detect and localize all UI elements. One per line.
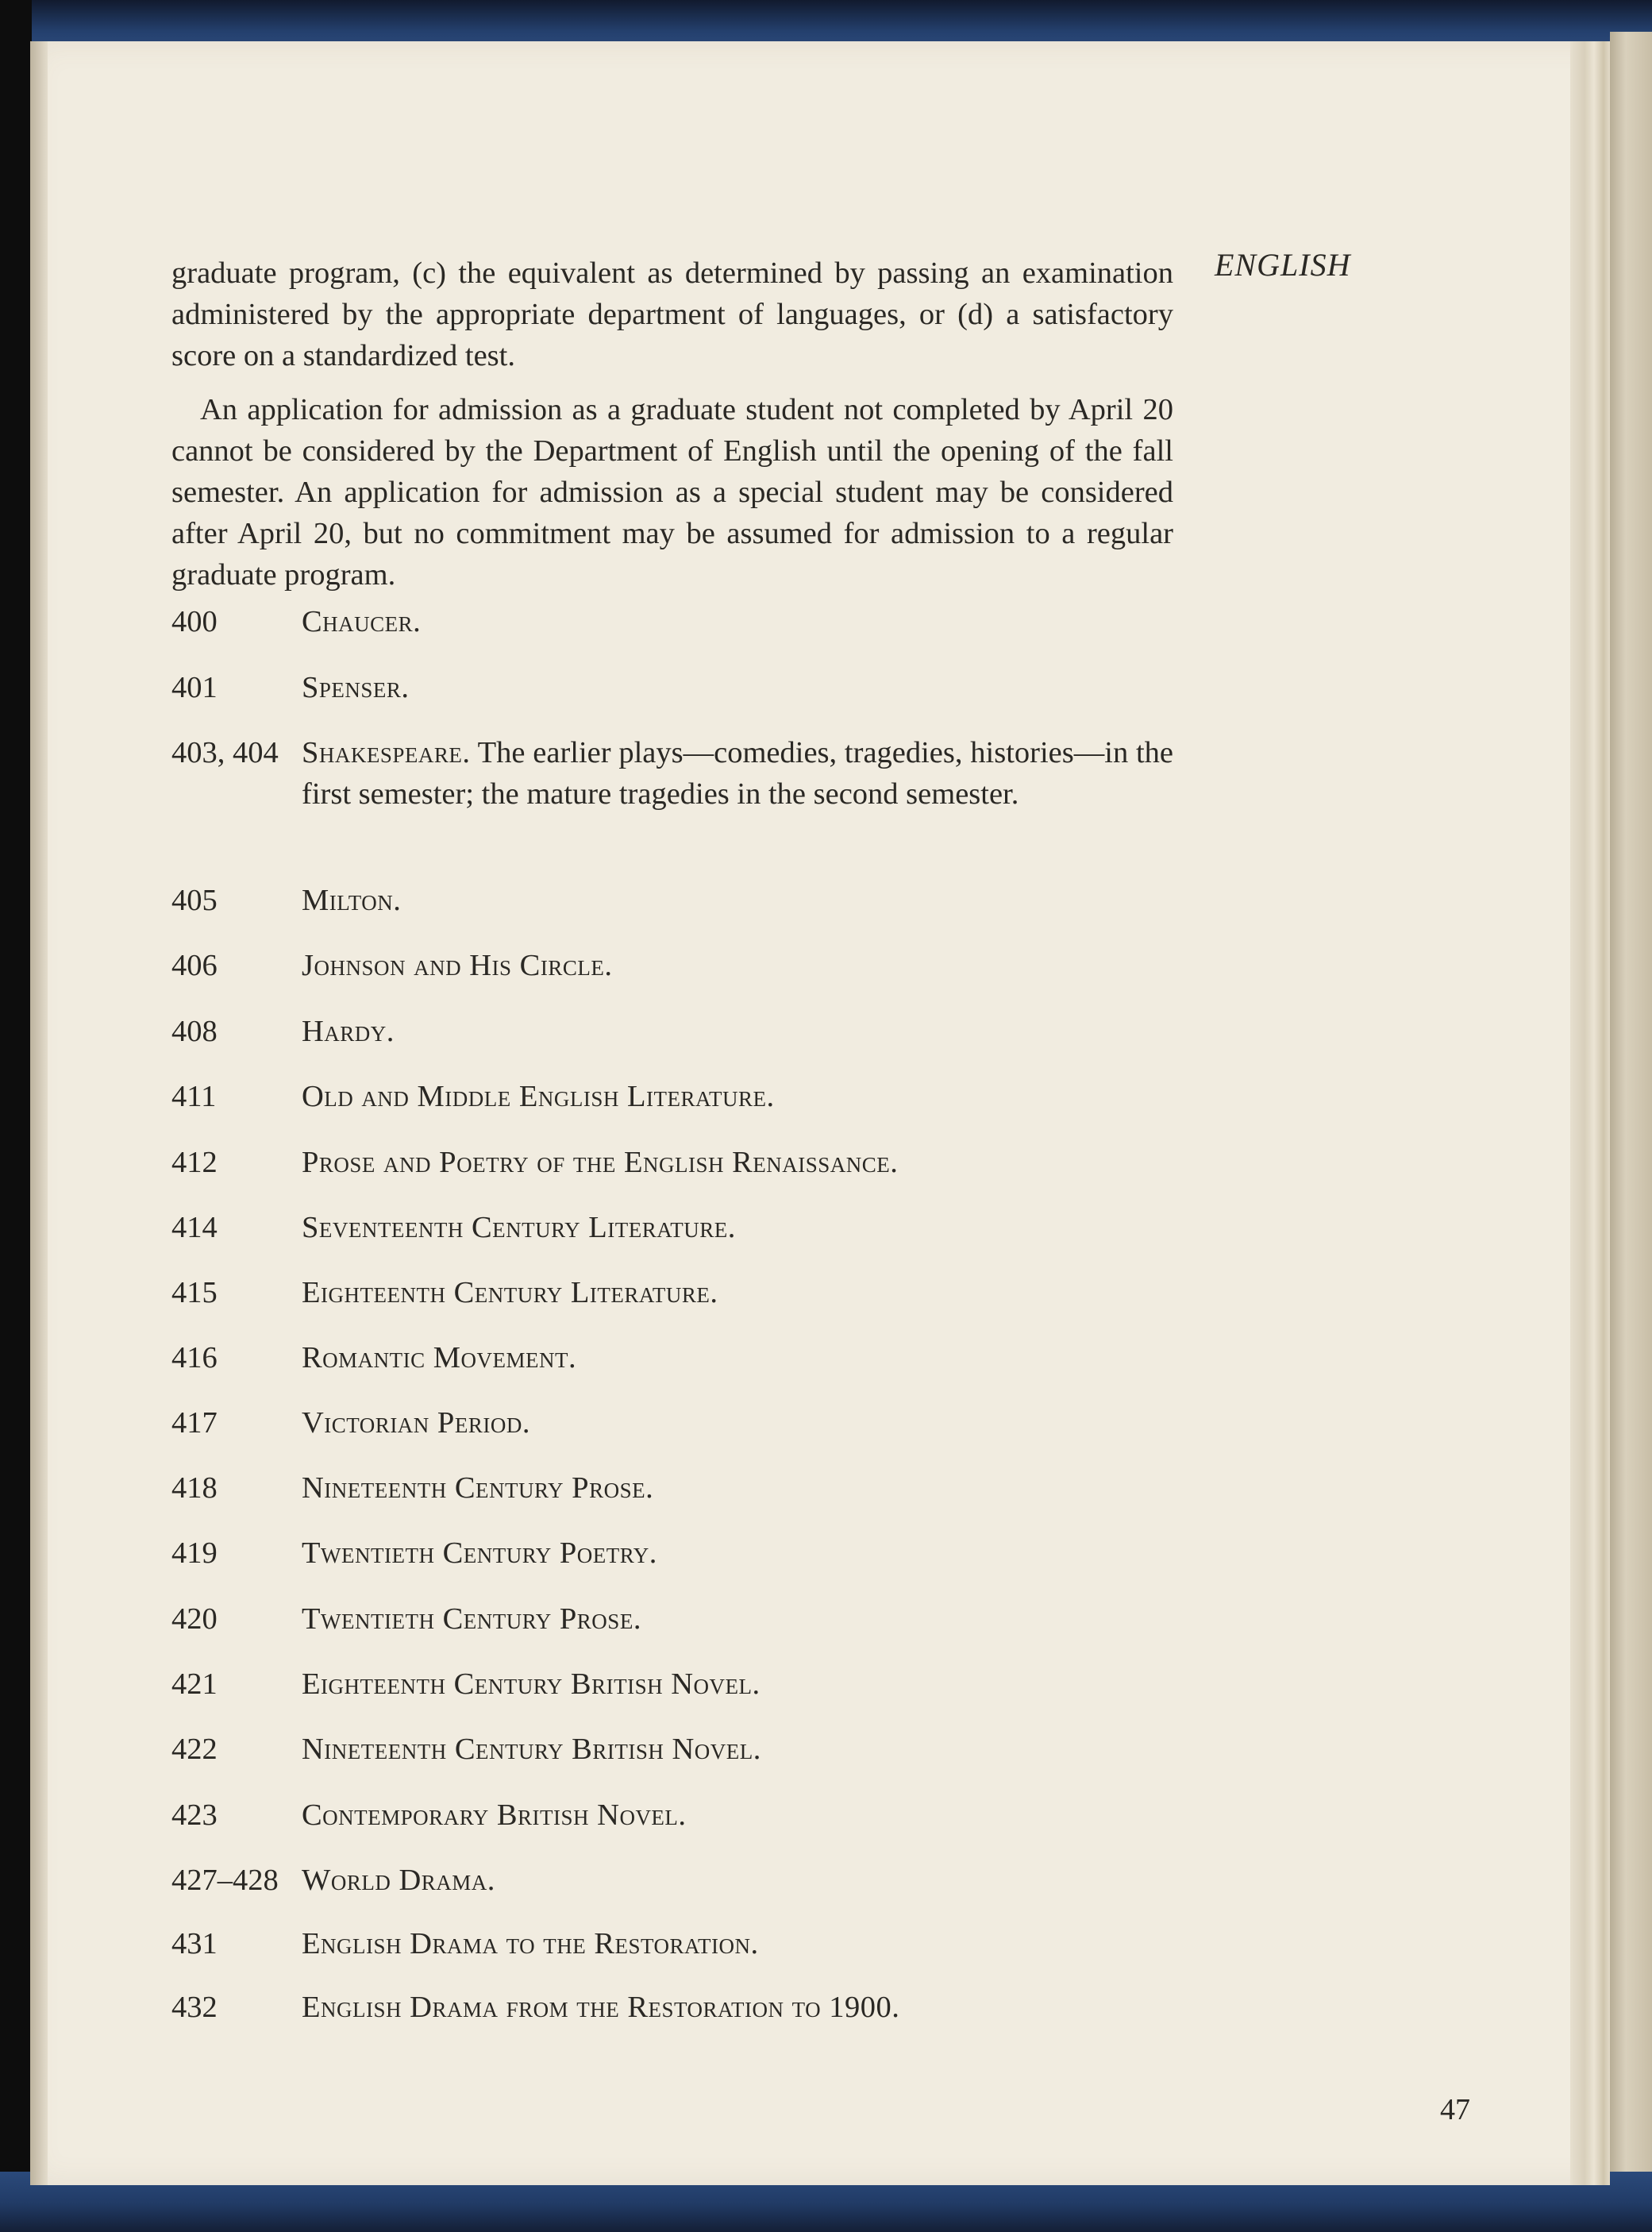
book-binding-left <box>0 0 32 2232</box>
book-cover-right <box>1610 32 1652 2184</box>
course-entry <box>171 667 1173 708</box>
course-number: 431 <box>171 1927 218 1960</box>
course-title: Twentieth Century Poetry. <box>302 1536 657 1570</box>
course-entry <box>171 1923 1173 1964</box>
course-title: Victorian Period. <box>302 1406 530 1440</box>
course-entry <box>171 1207 1173 1248</box>
course-number: 421 <box>171 1667 218 1701</box>
course-entry <box>171 1987 1173 2028</box>
course-entry <box>171 1729 1173 1770</box>
course-number: 419 <box>171 1536 218 1570</box>
course-entry <box>171 732 1173 815</box>
course-entry <box>171 1011 1173 1052</box>
course-title: Eighteenth Century British Novel. <box>302 1667 761 1701</box>
paragraph-admission-requirements: graduate program, (c) the equivalent as determined by passing an examination administered by the appropriate department of languages, or (d) a satisfactory score on a standardized test. <box>171 256 1173 372</box>
running-head: ENGLISH <box>1215 247 1351 283</box>
course-number: 411 <box>171 1080 217 1113</box>
course-entry <box>171 945 1173 986</box>
course-entry <box>171 1142 1173 1183</box>
course-title: Hardy. <box>302 1015 395 1048</box>
course-title: Shakespeare. <box>302 736 471 769</box>
course-title: Chaucer. <box>302 605 422 638</box>
course-number: 418 <box>171 1471 218 1505</box>
course-number: 414 <box>171 1211 218 1244</box>
course-title: Johnson and His Circle. <box>302 949 613 982</box>
course-title: Eighteenth Century Literature. <box>302 1276 718 1309</box>
book-page <box>30 41 1610 2185</box>
course-number: 420 <box>171 1602 218 1636</box>
course-number: 415 <box>171 1276 218 1309</box>
course-entry <box>171 1532 1173 1574</box>
course-entry <box>171 1076 1173 1117</box>
course-description: The earlier plays—comedies, tragedies, histories—in the first semester; the mature tragedies in the second semester. <box>302 736 1174 811</box>
course-entry <box>171 880 1173 921</box>
course-number: 432 <box>171 1991 218 2024</box>
course-title: Prose and Poetry of the English Renaissance. <box>302 1146 899 1179</box>
course-number: 406 <box>171 949 218 982</box>
course-title: Milton. <box>302 884 402 917</box>
course-title: World Drama. <box>302 1864 495 1897</box>
course-number: 422 <box>171 1733 218 1766</box>
paragraph-application-deadline: An application for admission as a graduate student not completed by April 20 cannot be considered by the Department of English until the opening of the fall semester. An application for admission as a special student may be considered after April 20, but no commitment may be assumed for admission to a regular graduate program. <box>171 393 1173 592</box>
course-title: Old and Middle English Literature. <box>302 1080 775 1113</box>
course-title: Twentieth Century Prose. <box>302 1602 641 1636</box>
course-entry <box>171 1794 1173 1836</box>
course-entry <box>171 1467 1173 1509</box>
course-entry <box>171 1860 1173 1901</box>
course-title: Nineteenth Century British Novel. <box>302 1733 761 1766</box>
course-number: 416 <box>171 1341 218 1374</box>
course-title: English Drama from the Restoration to 1900. <box>302 1991 900 2024</box>
course-number: 403, 404 <box>171 736 279 769</box>
course-title: English Drama to the Restoration. <box>302 1927 759 1960</box>
page-gutter <box>30 41 48 2185</box>
course-title: Contemporary British Novel. <box>302 1798 687 1832</box>
course-title: Nineteenth Century Prose. <box>302 1471 654 1505</box>
course-number: 405 <box>171 884 218 917</box>
course-entry <box>171 1337 1173 1378</box>
course-title: Seventeenth Century Literature. <box>302 1211 736 1244</box>
course-number: 427–428 <box>171 1864 279 1897</box>
course-entry <box>171 1272 1173 1313</box>
course-number: 400 <box>171 605 218 638</box>
course-entry <box>171 601 1173 642</box>
course-entry <box>171 1598 1173 1640</box>
course-number: 423 <box>171 1798 218 1832</box>
page-edge <box>1570 41 1610 2185</box>
course-number: 408 <box>171 1015 218 1048</box>
course-number: 417 <box>171 1406 218 1440</box>
course-title: Spenser. <box>302 671 410 704</box>
course-entry <box>171 1402 1173 1444</box>
course-number: 412 <box>171 1146 218 1179</box>
course-title: Romantic Movement. <box>302 1341 577 1374</box>
course-entry <box>171 1663 1173 1705</box>
page-number: 47 <box>1440 2093 1470 2126</box>
course-number: 401 <box>171 671 218 704</box>
